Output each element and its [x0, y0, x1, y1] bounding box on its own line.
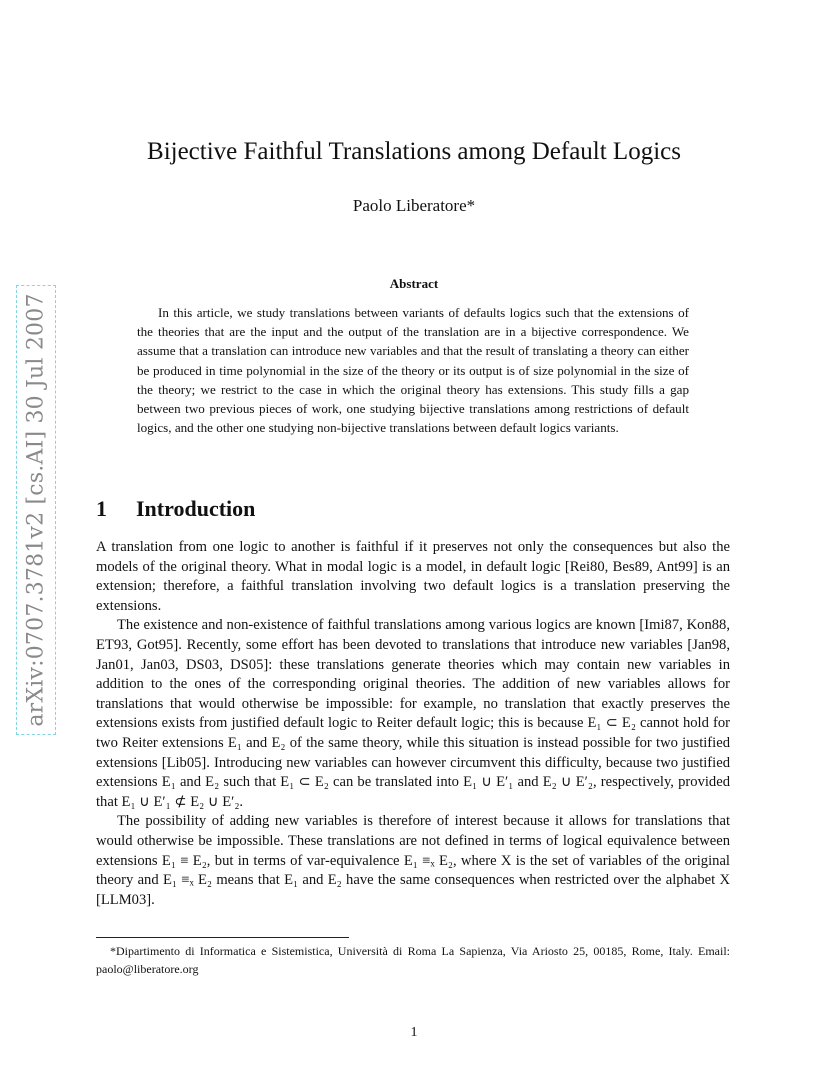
section-title: Introduction: [136, 496, 256, 521]
paragraph: The possibility of adding new variables is therefore of interest because it allows for translations that would otherwise be impossible. These translations are not defined in terms of logical equivalence between extensions E₁ ≡ E₂, but in terms of var-equivalence E₁ ≡ₓ E₂, where X is the set of variables of the original theory and E₁ ≡ₓ E₂ means that E₁ and E₂ have the same consequences when restricted over the alphabet X [LLM03].: [96, 813, 730, 908]
section-number: 1: [96, 496, 107, 521]
footnote: *Dipartimento di Informatica e Sistemistica, Università di Roma La Sapienza, Via Ariosto 25, 00185, Rome, Italy. Email: paolo@liberatore.org: [96, 944, 730, 976]
abstract-text: In this article, we study translations between variants of defaults logics such that the extensions of the theories that are the input and the output of the translation are in a bijective correspondence. We assume that a translation can introduce new variables and that the result of translating a theory can either be produced in time polynomial in the size of the theory or its output is of size polynomial in the size of the theory; we restrict to the case in which the original theory has extensions. This study fills a gap between two previous pieces of work, one studying bijective translations among restrictions of default logics, and the other one studying non-bijective translations between default logics variants.: [137, 305, 689, 436]
arxiv-stamp-text[interactable]: arXiv:0707.3781v2 [cs.AI] 30 Jul 2007: [23, 293, 49, 727]
author-name: Paolo Liberatore*: [352, 196, 476, 215]
abstract-heading: Abstract: [389, 276, 439, 291]
arxiv-stamp: [16, 285, 56, 735]
page-number: 1: [410, 1025, 418, 1040]
body-text: [96, 538, 730, 910]
paragraph: The existence and non-existence of faithful translations among various logics are known [Imi87, Kon88, ET93, Got95]. Recently, some effort has been devoted to translations that introduce new variables [Jan98, Jan01, Jan03, DS03, DS05]: these translations generate theories which may contain new variables in addition to the ones of the corresponding original theories. The addition of new variables allows for translations that would otherwise be impossible: for example, no translation that exactly preserves the extensions exists from justified default logic to Reiter default logic; this is because E₁ ⊂ E₂ cannot hold for two Reiter extensions E₁ and E₂ of the same theory, while this situation is instead possible for two justified extensions [Lib05]. Introducing new variables can however circumvent this difficulty, because two justified extensions E₁ and E₂ such that E₁ ⊂ E₂ can be translated into E₁ ∪ E′₁ and E₂ ∪ E′₂, respectively, provided that E₁ ∪ E′₁ ⊄ E₂ ∪ E′₂.: [96, 617, 730, 810]
footnote-rule: [96, 937, 349, 938]
paragraph: A translation from one logic to another is faithful if it preserves not only the consequences but also the models of the original theory. What in modal logic is a model, in default logic [Rei80, Bes89, Ant99] is an extension; therefore, a faithful translation involving two default logics is a translation preserving the extensions.: [96, 539, 730, 614]
paper-title: Bijective Faithful Translations among Default Logics: [147, 138, 681, 165]
section-heading: [96, 496, 255, 522]
